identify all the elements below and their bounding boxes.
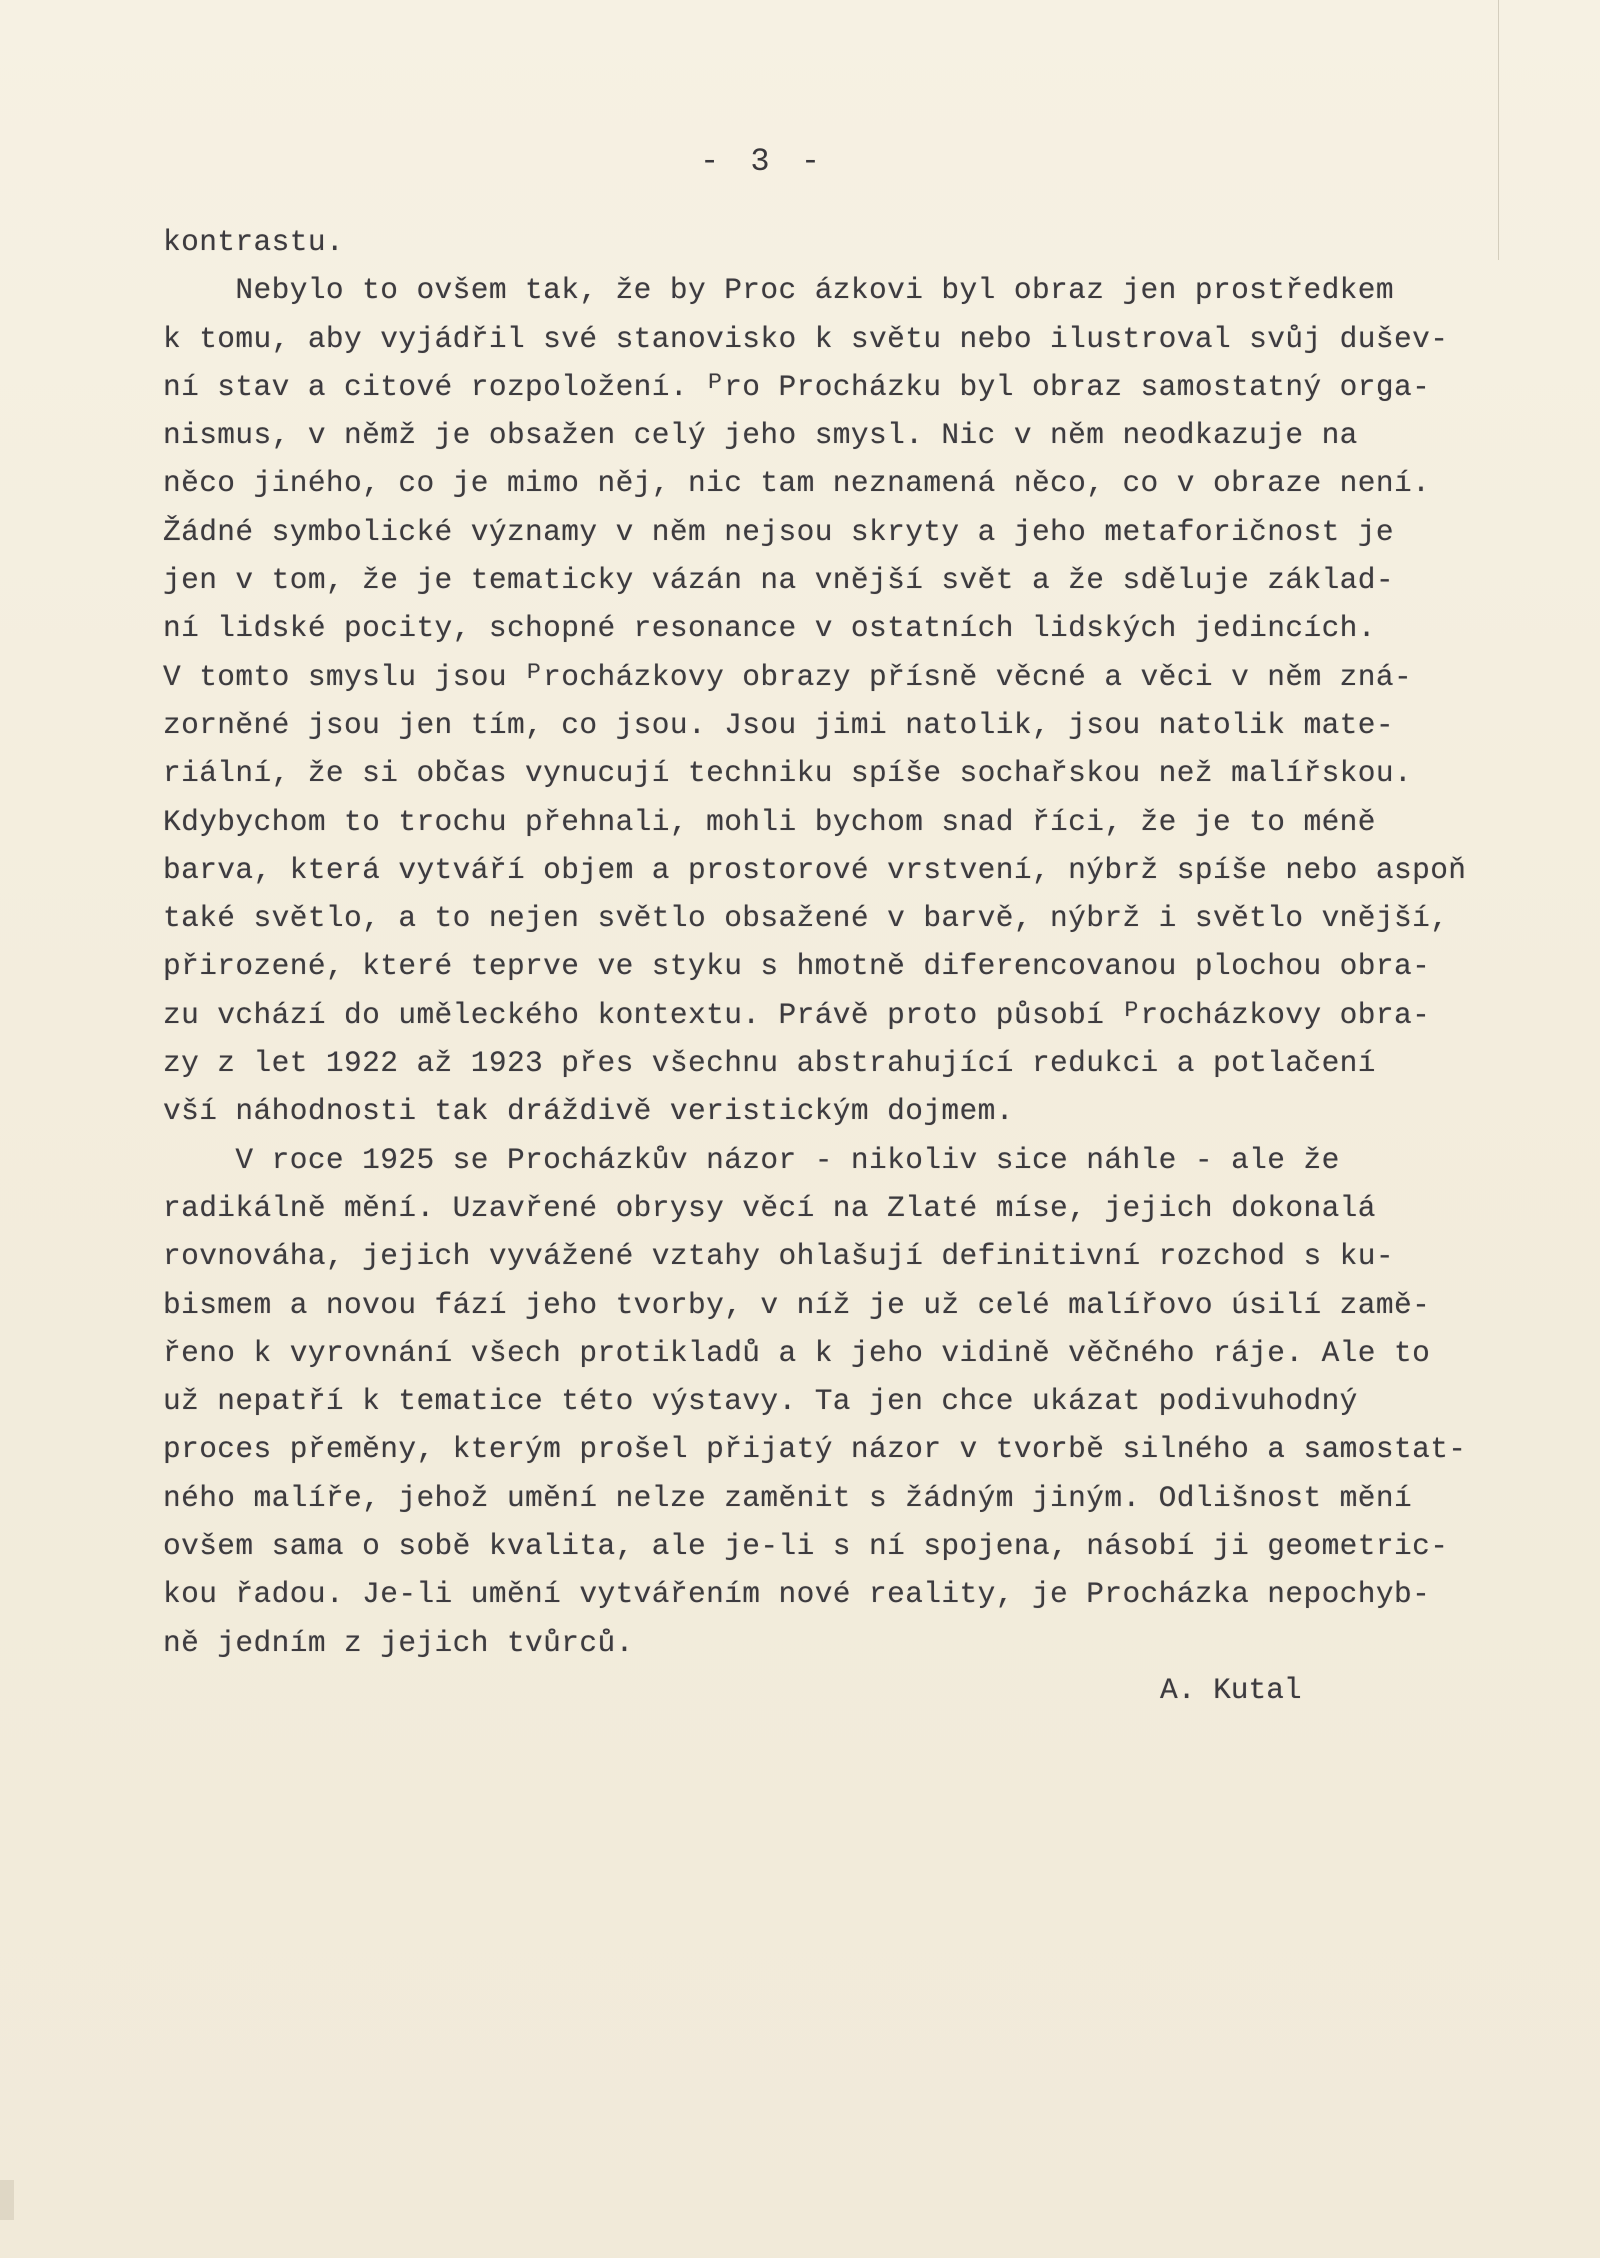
text-line: zy z let 1922 až 1923 přes všechnu abstrahující redukci a potlačení <box>163 1046 1376 1081</box>
text-line: ní lidské pocity, schopné resonance v ostatních lidských jedincích. <box>163 611 1376 646</box>
text-line: Nebylo to ovšem tak, že by Proc ázkovi byl obraz jen prostředkem <box>163 273 1394 308</box>
text-line: zu vchází do uměleckého kontextu. Právě proto působí ᴾrocházkovy obra- <box>163 997 1431 1032</box>
text-line: proces přeměny, kterým prošel přijatý názor v tvorbě silného a samostat- <box>163 1432 1467 1467</box>
author-signature: A. Kutal <box>1160 1673 1302 1707</box>
text-line: už nepatří k tematice této výstavy. Ta jen chce ukázat podivuhodný <box>163 1384 1358 1419</box>
text-line: V tomto smyslu jsou ᴾrocházkovy obrazy přísně věcné a věci v něm zná- <box>163 659 1413 694</box>
text-line: také světlo, a to nejen světlo obsažené v barvě, nýbrž i světlo vnější, <box>163 901 1449 936</box>
text-line: vší náhodnosti tak dráždivě veristickým dojmem. <box>163 1094 1014 1129</box>
text-line: kontrastu. <box>163 225 345 259</box>
text-line: barva, která vytváří objem a prostorové vrstvení, nýbrž spíše nebo aspoň <box>163 852 1467 887</box>
text-line: bismem a novou fází jeho tvorby, v níž je už celé malířovo úsilí zamě- <box>163 1287 1431 1322</box>
text-line: zorněné jsou jen tím, co jsou. Jsou jimi natolik, jsou natolik mate- <box>163 707 1394 742</box>
page-number: - 3 - <box>700 143 827 180</box>
text-line: Žádné symbolické významy v něm nejsou skryty a jeho metaforičnost je <box>163 514 1394 549</box>
text-line: řeno k vyrovnání všech protikladů a k jeho vidině věčného ráje. Ale to <box>163 1335 1431 1370</box>
page-edge-mark <box>0 2180 14 2220</box>
text-line: něco jiného, co je mimo něj, nic tam neznamená něco, co v obraze není. <box>163 466 1431 501</box>
text-line: jen v tom, že je tematicky vázán na vnější svět a že sděluje základ- <box>163 563 1394 598</box>
text-line: ně jedním z jejich tvůrců. <box>163 1625 634 1660</box>
text-line: radikálně mění. Uzavřené obrysy věcí na Zlaté míse, jejich dokonalá <box>163 1190 1376 1225</box>
text-line: ní stav a citové rozpoložení. ᴾro Procházku byl obraz samostatný orga- <box>163 369 1431 404</box>
text-line: ovšem sama o sobě kvalita, ale je-li s ní spojena, násobí ji geometric- <box>163 1529 1449 1564</box>
text-line: ného malíře, jehož umění nelze zaměnit s žádným jiným. Odlišnost mění <box>163 1480 1413 1515</box>
text-line: rovnováha, jejich vyvážené vztahy ohlašují definitivní rozchod s ku- <box>163 1239 1394 1274</box>
body-text <box>163 218 1583 1667</box>
text-line: V roce 1925 se Procházkův názor - nikoliv sice náhle - ale že <box>163 1142 1340 1177</box>
text-line: nismus, v němž je obsažen celý jeho smysl. Nic v něm neodkazuje na <box>163 418 1358 453</box>
text-line: přirozené, které teprve ve styku s hmotně diferencovanou plochou obra- <box>163 949 1431 984</box>
text-line: kou řadou. Je-li umění vytvářením nové reality, je Procházka nepochyb- <box>163 1577 1431 1612</box>
text-line: riální, že si občas vynucují techniku spíše sochařskou než malířskou. <box>163 756 1413 791</box>
text-line: k tomu, aby vyjádřil své stanovisko k světu nebo ilustroval svůj dušev- <box>163 321 1449 356</box>
text-line: Kdybychom to trochu přehnali, mohli bychom snad říci, že je to méně <box>163 804 1376 839</box>
